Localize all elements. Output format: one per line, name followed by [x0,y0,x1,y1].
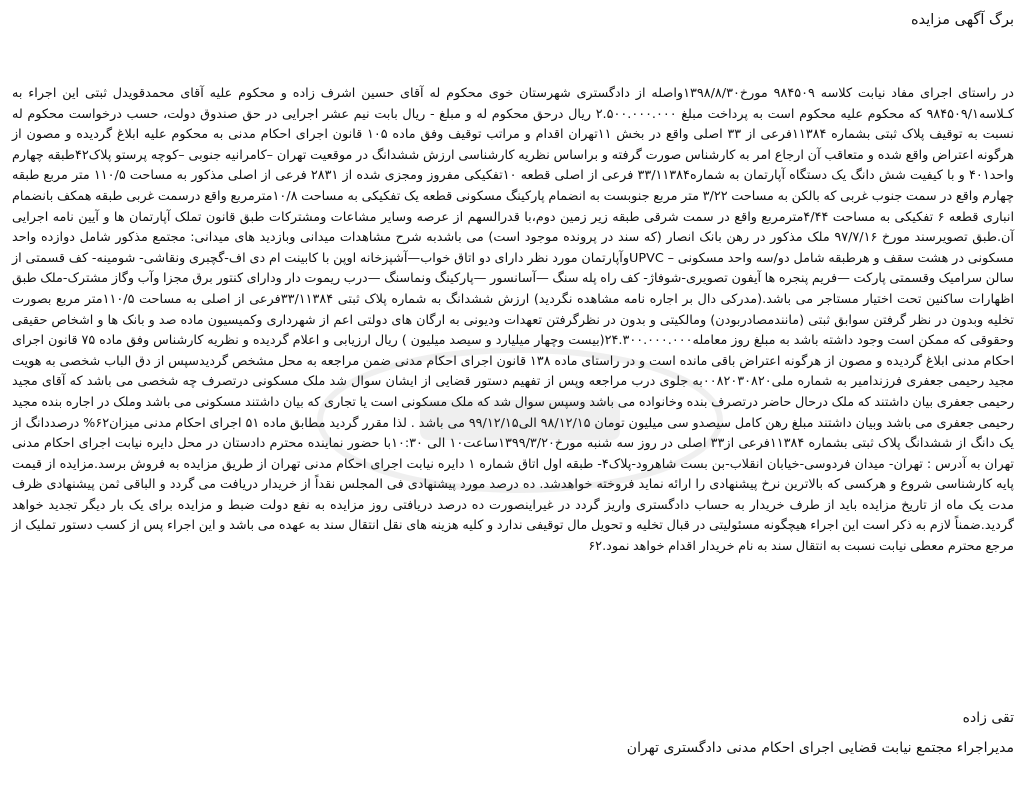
notice-body-text: در راستای اجرای مفاد نیابت کلاسه ۹۸۴۵۰۹ مورخ۱۳۹۸/۸/۳۰واصله از دادگستری شهرستان خوی محکوم له آقای حسین اشرف زاده و محکوم علیه آقای محمدقویدل ثبتی این اجراء به ک‍ـلاسه۹۸۴۵۰۹/۱ که محکوم علیه محکوم است به پرداخت مبلغ ۲.۵۰۰.۰۰۰.۰۰۰ ریال درحق محکوم له و مبلغ - ریال بابت نیم عشر اجرایی در حق صندوق دولت، حسب درخواست محکوم له نسبت به توقیف پلاک ثبتی بشماره ۱۱۳۸۴فرعی از ۳۳ اصلی واقع در بخش ۱۱تهران اقدام و مراتب توقیف وفق ماده ۱۰۵ قانون اجرای احکام مدنی به محکوم علیه ابلاغ گردیده و مصون از هرگونه اعتراض واقع شده و متعاقب آن ارجاع امر به کارشناس صورت گرفته و براساس نظریه کارشناسی ارزش ششدانگ در موقعیت تهران –کامرانیه جنوبی –کوچه پرستو پلاک۴۲طبقه چهارم واحد۴۰۱ و با کیفیت شش دانگ یک دستگاه آپارتمان به شماره۳۳/۱۱۳۸۴ فرعی از اصلی قطعه ۱۰تفکیکی مفروز ومجزی شده از ۲۸۳۱ فرعی از اصلی مذکور به مساحت ۱۱۰/۵ متر مربع طبقه چهارم واقع در سمت جنوب غربی که بالکن به مساحت ۳/۲۲ متر مربع جنوبست به انضمام پارکینگ مسکونی قطعه یک تفکیکی به مساحت ۱۰/۸مترمربع واقع درسمت غربی طبقه همکف بانضمام انباری قطعه ۶ تفکیکی به مساحت ۴/۴۴مترمربع واقع در سمت شرقی طبقه زیر زمین دوم،با قدرالسهم از عرصه وسایر مشاعات ومشترکات طبق قانون تملک آپارتمان ها و آیین نامه اجرایی آن.طبق تصویرسند مورخ ۹۷/۷/۱۶ ملک مذکور در رهن بانک انصار (که سند در پرونده موجود است) می باشدبه شرح مشاهدات میدانی وبازدید های میدانی: مجتمع مذکور شامل دوازده واحد مسکونی در هشت سقف و هرطبقه شامل دو/سه واحد مسکونی – UPVCوآپارتمان مورد نظر دارای دو اتاق خواب—آشپزخانه اوپن با کابینت ام دی اف-گچبری ونقاشی- شومینه- کف قسمتی از سالن سرامیک وقسمتی پارکت —فریم پنجره ها آیفون تصویری-شوفاژ- کف راه پله سنگ —آسانسور —پارکینگ ونماسنگ —درب ریموت دار ودارای کنتور برق مجزا وآب وگاز مشترک-ملک طبق اظهارات ساکنین تحت اختیار مستاجر می باشد.(مدرکی دال بر اجاره نامه مشاهده نگردید) ارزش ششدانگ به شماره پلاک ثبتی ۳۳/۱۱۳۸۴فرعی از اصلی به مساحت ۱۱۰/۵متر مربع بصورت تخلیه وبدون در نظر گرفتن سوابق ثبتی (مانندمصادربودن) ومالکیتی و بدون در نظرگرفتن تعهدات ودیونی به ارگان های دولتی اعم از شهرداری وکمیسیون ماده صد و بانک ها و اشخاص حقیقی وحقوقی که ممکن است وجود داشته باشد به مبلغ روز معامله۲۴.۳۰۰.۰۰۰.۰۰۰(بیست وچهار میلیارد و سیصد میلیون ) ریال ارزیابی و اعلام گردیده و نظریه کارشناس وفق ماده ۷۵ قانون اجرای احکام مدنی ابلاغ گردیده و مصون از هرگونه اعتراض باقی مانده است و در راستای ماده ۱۳۸ قانون اجرای احکام مدنی ضمن مراجعه به محل مشخص گردیدسپس از دق الباب شخصی به هویت مجید رحیمی جعفری فرزندامیر به شماره ملی۰۰۸۲۰۳۰۸۲۰به جلوی درب مراجعه وپس از تفهیم دستور قضایی از ایشان سوال شد ملک مسکونی درتصرف چه شخصی می باشد که آقای مجید رحیمی جعفری بیان داشتند که ملک درحال حاضر درتصرف بنده وخانواده می باشد وسپس سوال شد که ملک مسکونی است یا تجاری که بیان داشتند مسکونی می باشد وملک در اجاره بنده مجید رحیمی جعفری می باشد وبیان داشتند مبلغ رهن کامل سیصدو سی میلیون تومان ۹۸/۱۲/۱۵ الی۹۹/۱۲/۱۵ می باشد . لذا مقرر گردید مطابق ماده ۵۱ اجرای احکام مدنی میزان۶۲% درصددانگ از یک دانگ از ششدانگ پلاک ثبتی بشماره ۱۱۳۸۴فرعی از۳۳ اصلی در روز سه شنبه مورخ۱۳۹۹/۳/۲۰ساعت۱۰ الی ۱۰:۳۰با حضور نماینده محترم دادستان در محل دایره نیابت اجرای احکام مدنی تهران به آدرس : تهران- میدان فردوسی-خیابان انقلاب-بن بست شاهرود-پلاک۴- طبقه اول اتاق شماره ۱ دایره نیابت اجرای احکام مدنی تهران از طریق مزایده به فروش برسد.مزایده از قیمت پایه کارشناسی شروع و هرکسی که بالاترین نرخ پیشنهادی را ارائه نماید فروخته خواهدشد. ده درصد مورد پیشنهادی فی المجلس نقداً از خریدار دریافت می گردد و الباقی ثمن پیشنهادی ظرف مدت یک ماه از تاریخ مزایده باید از طرف خریدار به حساب دادگستری واریز گردد در غیراینصورت ده درصد دریافتی روز مزایده به نفع دولت ضبط و مزایده برای یک بار دیگر تجدید خواهد گردید.ضمناً لازم به ذکر است این اجراء هیچگونه مسئولیتی در قبال تخلیه و تحویل مال توقیفی ندارد و کلیه هزینه های نقل انتقال سند به عهده می باشد و این اجراء پس از کسب دستور تملیک از مرجع محترم معطی نیابت نسبت به انتقال سند به نام خریدار اقدام خواهد نمود.۶۲ [12,86,1015,555]
signer-title: مدیراجراء مجتمع نیابت قضایی اجرای احکام مدنی دادگستری تهران [626,740,1014,756]
notice-title: برگ آگهی مزایده [911,12,1014,28]
signer-name: تقی زاده [962,710,1014,726]
